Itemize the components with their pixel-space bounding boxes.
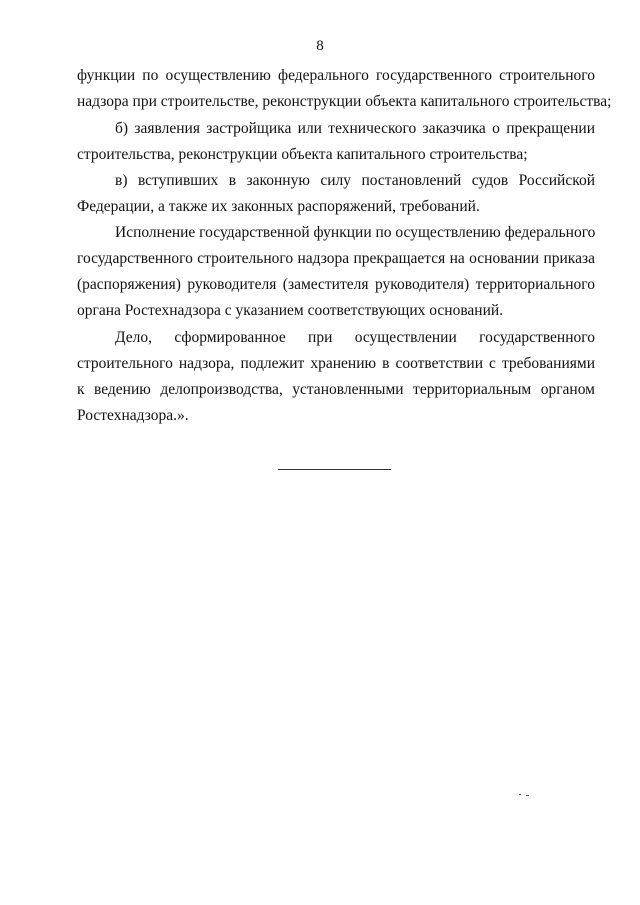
text-line: Федерации, а также их законных распоряжений, требований. (77, 198, 480, 215)
text-line: к ведению делопроизводства, установленными территориальным органом (77, 381, 595, 398)
end-divider (278, 469, 391, 470)
text-line: строительного надзора, подлежит хранению в соответствии с требованиями (77, 355, 595, 372)
page-number: 8 (316, 38, 324, 54)
text-line: б) заявления застройщика или технического заказчика о прекращении (115, 120, 595, 137)
scan-speck (526, 795, 529, 796)
text-line: Исполнение государственной функции по осуществлению федерального (115, 224, 596, 241)
scan-speck (519, 794, 521, 795)
text-line: (распоряжения) руководителя (заместителя руководителя) территориального (77, 276, 595, 293)
text-line: функции по осуществлению федерального государственного строительного (77, 67, 595, 84)
text-line: в) вступивших в законную силу постановлений судов Российской (115, 172, 595, 189)
text-line: строительства, реконструкции объекта капитального строительства; (77, 146, 528, 163)
text-line: Дело, сформированное при осуществлении государственного (115, 329, 595, 346)
text-line: Ростехнадзора.». (77, 407, 189, 424)
text-line: надзора при строительстве, реконструкции объекта капитального строительства; (77, 93, 612, 110)
text-line: государственного строительного надзора прекращается на основании приказа (77, 250, 595, 267)
text-line: органа Ростехнадзора с указанием соответствующих оснований. (77, 302, 504, 319)
